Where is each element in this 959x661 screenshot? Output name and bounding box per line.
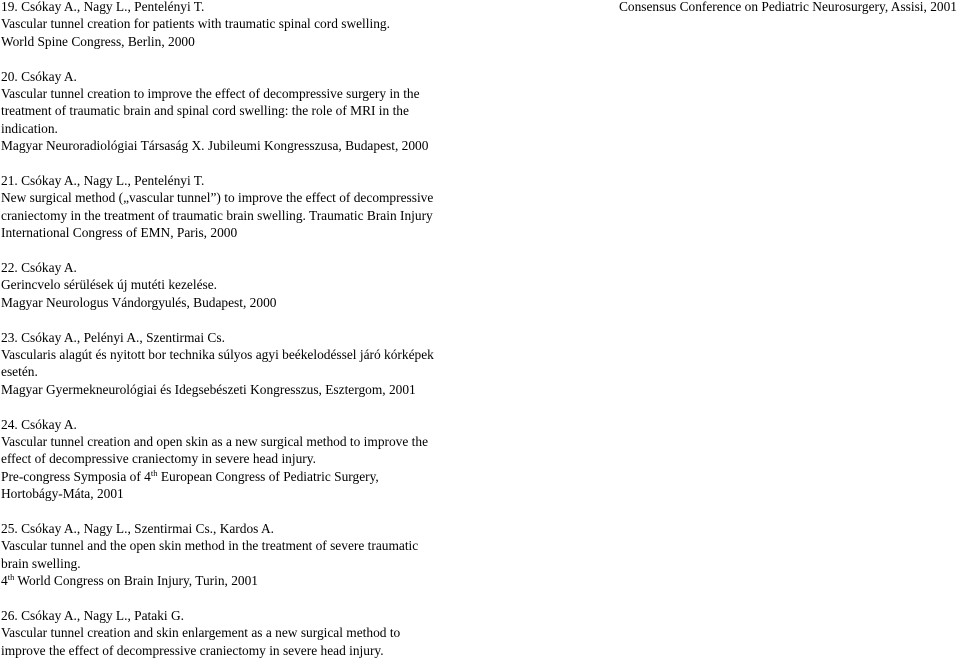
- entry-title: New surgical method („vascular tunnel”) to improve the effect of decompressive: [1, 190, 434, 206]
- entry-venue: International Congress of EMN, Paris, 2000: [1, 225, 238, 241]
- entry-venue: World Spine Congress, Berlin, 2000: [1, 33, 195, 49]
- entry-title: Vascular tunnel creation and open skin as a new surgical method to improve the: [1, 434, 429, 449]
- entry-title: Vascular tunnel creation and skin enlargement as a new surgical method to: [1, 625, 401, 641]
- entry-authors: 21. Csókay A., Nagy L., Pentelényi T.: [1, 173, 205, 188]
- entry-title: Vascular tunnel creation for patients with traumatic spinal cord swelling.: [1, 16, 390, 32]
- entry-venue: Pre-congress Symposia of 4th European Congress of Pediatric Surgery,: [1, 467, 379, 484]
- entry-venue: Magyar Gyermekneurológiai és Idegsebészeti Kongresszus, Esztergom, 2001: [1, 381, 416, 397]
- conference-header: Consensus Conference on Pediatric Neurosurgery, Assisi, 2001: [618, 0, 957, 14]
- entry-title: Vascular tunnel and the open skin method in the treatment of severe traumatic: [1, 538, 419, 554]
- entry-title: Vascular tunnel creation to improve the effect of decompressive surgery in the: [1, 86, 420, 101]
- entry-title: esetén.: [1, 364, 38, 380]
- entry-title: Gerincvelo sérülések új mutéti kezelése.: [1, 277, 218, 293]
- entry-title: effect of decompressive craniectomy in severe head injury.: [1, 451, 316, 467]
- entry-venue: Hortobágy-Máta, 2001: [1, 486, 124, 502]
- entry-authors: 20. Csókay A.: [1, 68, 77, 84]
- entry-authors: 26. Csókay A., Nagy L., Pataki G.: [1, 608, 184, 623]
- entry-title: craniectomy in the treatment of traumatic brain swelling. Traumatic Brain Injury: [1, 207, 433, 223]
- entry-title: Vascularis alagút és nyitott bor technika súlyos agyi beékelodéssel járó kórképek: [1, 347, 434, 362]
- entry-title: treatment of traumatic brain and spinal cord swelling: the role of MRI in the: [1, 103, 409, 119]
- entry-title: brain swelling.: [1, 555, 81, 571]
- entry-authors: 23. Csókay A., Pelényi A., Szentirmai Cs.: [1, 329, 225, 345]
- entry-venue: 4th World Congress on Brain Injury, Turin, 2001: [1, 572, 259, 589]
- entry-authors: 25. Csókay A., Nagy L., Szentirmai Cs., Kardos A.: [1, 521, 274, 536]
- entry-authors: 24. Csókay A.: [1, 416, 77, 432]
- entry-authors: 22. Csókay A.: [1, 260, 77, 275]
- entry-venue: Magyar Neuroradiológiai Társaság X. Jubileumi Kongresszusa, Budapest, 2000: [1, 138, 429, 154]
- entry-authors: 19. Csókay A., Nagy L., Pentelényi T.: [1, 0, 205, 14]
- entry-title: indication.: [1, 120, 58, 136]
- entry-venue: Magyar Neurologus Vándorgyulés, Budapest, 2000: [1, 294, 277, 310]
- entry-title: improve the effect of decompressive craniectomy in severe head injury.: [1, 642, 384, 658]
